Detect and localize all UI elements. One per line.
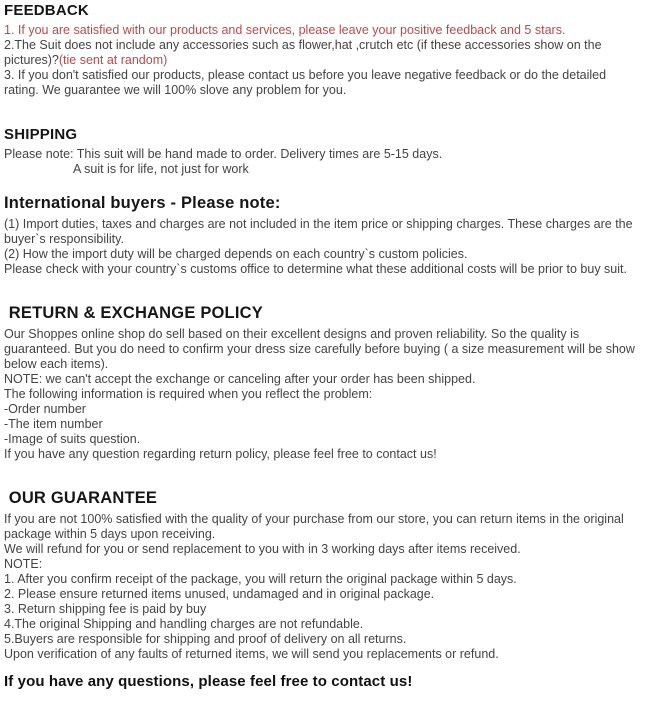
text-line	[4, 342, 645, 357]
body-text: -Order number	[4, 402, 86, 416]
section-return	[4, 303, 645, 462]
text-line	[4, 617, 645, 632]
section-shipping	[4, 126, 645, 177]
body-text: (1) Import duties, taxes and charges are not included in the item price or shipping charges. These charges are the	[4, 217, 633, 231]
body-text: NOTE: we can't accept the exchange or canceling after your order has been shipped.	[4, 372, 476, 386]
body-text: 3. If you don't satisfied our products, please contact us before you leave negative feedback or do the detailed	[4, 68, 607, 82]
body-text: buyer`s responsibility.	[4, 232, 124, 246]
body-text: (2) How the import duty will be charged depends on each country`s custom policies.	[4, 247, 468, 261]
text-line	[4, 162, 645, 177]
text-line	[4, 402, 645, 417]
text-line	[4, 53, 645, 68]
text-line	[4, 587, 645, 602]
text-line	[4, 217, 645, 232]
body-text: Please check with your country`s customs office to determine what these additional costs will be prior to buy suit.	[4, 262, 627, 276]
text-line	[4, 387, 645, 402]
body-text: 4.The original Shipping and handling charges are not refundable.	[4, 617, 364, 631]
text-line	[4, 38, 645, 53]
section-heading-return: RETURN & EXCHANGE POLICY	[4, 304, 263, 322]
body-text: -The item number	[4, 417, 103, 431]
body-text: package within 5 days upon receiving.	[4, 527, 216, 541]
text-line	[4, 432, 645, 447]
body-text: If you have any question regarding return policy, please feel free to contact us!	[4, 447, 437, 461]
body-text: We will refund for you or send replacement to you with in 3 working days after items received.	[4, 542, 521, 556]
body-text: 5.Buyers are responsible for shipping and proof of delivery on all returns.	[4, 632, 407, 646]
body-text: NOTE:	[4, 557, 43, 571]
body-text: guaranteed. But you do need to confirm your dress size carefully before buying ( a size measurement will be show	[4, 342, 635, 356]
text-line	[4, 672, 645, 691]
text-line	[4, 417, 645, 432]
text-line	[4, 23, 645, 38]
section-heading-guarantee: OUR GUARANTEE	[4, 489, 158, 507]
text-line	[4, 602, 645, 617]
text-line	[4, 68, 645, 83]
body-text: 1. After you confirm receipt of the package, you will return the original package within 5 days.	[4, 572, 517, 586]
text-line	[4, 632, 645, 647]
text-line	[4, 147, 645, 162]
highlighted-text: 1. If you are satisfied with our products and services, please leave your positive feedback and 5 stars.	[4, 23, 566, 37]
body-text: Our Shoppes online shop do sell based on their excellent designs and proven reliability. So the quality is	[4, 327, 580, 341]
section-heading-feedback: FEEDBACK	[4, 2, 89, 19]
body-text: pictures)?	[4, 53, 59, 67]
text-line	[4, 542, 645, 557]
text-line	[4, 527, 645, 542]
body-text: 3. Return shipping fee is paid by buy	[4, 602, 207, 616]
section-contact	[4, 672, 645, 691]
text-line	[4, 372, 645, 387]
body-text: Please note: This suit will be hand made to order. Delivery times are 5-15 days.	[4, 147, 443, 161]
body-text: below each items).	[4, 357, 109, 371]
text-line	[4, 572, 645, 587]
body-text: If you are not 100% satisfied with the quality of your purchase from our store, you can return items in the original	[4, 512, 624, 526]
body-text: 2. Please ensure returned items unused, undamaged and in original package.	[4, 587, 435, 601]
body-text: If you have any questions, please feel free to contact us!	[4, 673, 413, 690]
text-line	[4, 262, 645, 277]
text-line	[4, 512, 645, 527]
body-text: A suit is for life, not just for work	[73, 162, 249, 176]
section-heading-international: International buyers - Please note:	[4, 194, 281, 212]
body-text: rating. We guarantee we will 100% slove any problem for you.	[4, 83, 347, 97]
section-guarantee	[4, 488, 645, 662]
text-line	[4, 83, 645, 98]
section-feedback	[4, 2, 645, 98]
body-text: Upon verification of any faults of returned items, we will send you replacements or refund.	[4, 647, 499, 661]
text-line	[4, 447, 645, 462]
section-international	[4, 193, 645, 277]
section-heading-shipping: SHIPPING	[4, 126, 78, 143]
body-text: 2.The Suit does not include any accessories such as flower,hat ,crutch etc (if these accessories show on the	[4, 38, 602, 52]
body-text: -Image of suits question.	[4, 432, 141, 446]
text-line	[4, 647, 645, 662]
text-line	[4, 357, 645, 372]
highlighted-text: (tie sent at random)	[58, 53, 168, 67]
body-text: The following information is required when you reflect the problem:	[4, 387, 373, 401]
text-line	[4, 247, 645, 262]
text-line	[4, 232, 645, 247]
text-line	[4, 327, 645, 342]
text-line	[4, 557, 645, 572]
